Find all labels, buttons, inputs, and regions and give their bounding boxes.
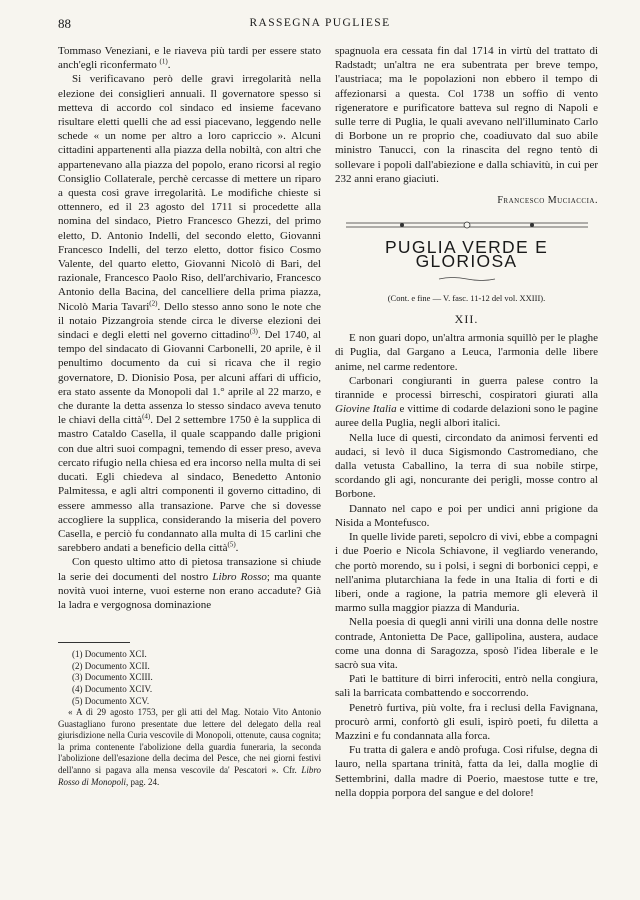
footnote: (4) Documento XCIV. <box>72 683 153 694</box>
footnote-rule <box>58 642 130 643</box>
paragraph: Carbonari congiuranti in guerra palese contro la tirannide e processi birreschi, cospiratori giurati alla Giovine Italia e vittime di codarde delazioni sono le pagine auree della Puglia, negli albori italici. <box>335 374 598 430</box>
author-signature: Francesco Muciaccia. <box>497 195 598 207</box>
chapter-number: XII. <box>454 312 479 327</box>
paragraph: Nella luce di questi, circondato da animosi ferventi ed audaci, si levò il duca Sigismondo Castromediano, che dalla vetusta Caballino, la terra di sua nobile stirpe, scordando gli agi, noncurante dei perigli, mosse contro al Borbone. <box>335 431 598 501</box>
paragraph: Con questo ultimo atto di pietosa transazione si chiude la serie dei documenti del nostro Libro Rosso; ma quante novità vuoi interne, vuoi esterne non erano accadute? Già la ladra e vergognosa dominazione <box>58 556 322 611</box>
footnotes <box>58 649 321 788</box>
flourish-icon <box>437 276 497 282</box>
continuation-note: (Cont. e fine — V. fasc. 11-12 del vol. XXIII). <box>387 292 546 303</box>
footnote: (2) Documento XCII. <box>72 660 150 671</box>
footnote-long: « A dì 29 agosto 1753, per gli atti del Mag. Notaio Vito Antonio Guastagliano furono presentate due lettere del delegato della real giurisdizione nella Curia vescovile di Monopoli, ottenute, causa cognita; la prima contenente l'abolizione della guardia funeraria, la seconda l'abolizione dell'esazione della decima del Pesce, che nei giorni festivi dell'anno si pagava alla mensa vescovile da' Pescatori ». Cfr. Libro Rosso di Monopoli, pag. 24. <box>58 707 321 787</box>
paragraph: Si verificavano però delle gravi irregolarità nella elezione dei consiglieri annuali. Il governatore spesso si metteva di accordo col sindaco ed insieme facevano risultare eletti quelli che ad essi piacevano, leggendo nelle schede « un nome per altro a loro capriccio ». Alcuni cittadini appartenenti alla piazza della nobiltà, con altri che appartenevano alla piazza del popolo, erano ricorsi al regio Consiglio Collaterale, perchè cercasse di mettere un riparo a questa così grave irregolarità. Le modifiche chieste si ottennero, ed il 23 agosto del 1711 si procedette alla nomina del sindaco, Pietro Francesco Ghezzi, del primo eletto, D. Antonio Indelli, del secondo eletto, Giovanni Francesco Indelli, del terzo eletto, dottor fisico Cosmo Valente, del quarto eletto, Giovanni Nicolò di Bari, del razionale, Francesco Paolo Riso, dell'archivario, Francesco Antonio della Bacina, del cancelliere della prima piazza, Nicolò Maria Tavari$^{(2)}$. Dello stesso anno sono le note che il notaio Pizzangroia stende circa le diverse elezioni dei sindaci e degli eletti nel governo cittadino$^{(3)}$. Del 1740, al tempo del sindacato di Giovanni Carbonelli, 20 aprile, è il penultimo documento da cui si ricava che il regio governatore, D. Dionisio Posa, per alcuni affari di ufficio, era stato assente da Monopoli dal 1.° aprile al 22 marzo, e che durante la detta assenza lo stesso sindaco aveva tenuto le chiavi della città$^{(4)}$. Del 2 settembre 1750 è la supplica di mastro Cataldo Casella, il quale scappando dalle prigioni con due altri suoi compagni, temendo di esser preso, aveva cercato rifugio nella chiesa ed era incorso nella multa di sei ducati. Egli chiedeva al sindaco, Benedetto Antonio Palmitessa, e agli altri componenti il governo cittadino, di essere ammesso alla transazione. Parve che si dovesse accogliere la supplica, considerando la miseria del povero Casella, e perciò fu condannato alla multa di 15 carlini che sarebbero andati a beneficio della città$^{(5)}$. <box>58 73 321 555</box>
footnote-ref: (3) <box>249 327 258 336</box>
footnote: (1) Documento XCI. <box>72 649 147 660</box>
paragraph: Patì le battiture di birri inferociti, entrò nella congiura, salì la barricata combattendo e soccorrendo. <box>335 673 598 700</box>
footnote: (3) Documento XCIII. <box>72 672 153 683</box>
footnote-ref: (5) <box>227 540 236 549</box>
section-divider <box>335 218 598 232</box>
left-column <box>58 44 321 788</box>
paragraph: Penetrò furtiva, più volte, fra i reclusi della Favignana, procurò armi, confortò gli esuli, ispirò poeti, fu diletta a Mazzini e fu condannata alla forca. <box>335 701 598 742</box>
paragraph: Dannato nel capo e poi per undici anni prigione da Nisida a Montefusco. <box>335 502 598 529</box>
page-number: 88 <box>58 16 71 31</box>
paragraph: Tommaso Veneziani, e le riaveva più tardi per essere stato anch'egli riconfermato $^{(1)}$. <box>58 45 321 72</box>
title-flourish <box>335 272 598 286</box>
divider-ornament-icon <box>342 218 592 232</box>
paragraph: In quelle livide pareti, sepolcro di vivi, ebbe a compagni i due Poerio e Nicola Schiavone, il vegliardo venerando, che portò morendo, su i polsi, i segni di borbonici ceppi, e nell'anima plutarchiana la fede in una Italia di forti e di liberi, onde a ragione, la patria memore gli eleverà il marmo sulla maggior piazza di Manduria. <box>335 531 598 615</box>
footnote: (5) Documento XCV. <box>72 695 150 706</box>
footnote-ref: (4) <box>142 412 151 421</box>
paragraph: E non guari dopo, un'altra armonia squillò per le plaghe di Puglia, dal Gargano a Leuca, l'armonia delle libere anime, nel carme redentore. <box>335 332 598 373</box>
paragraph: spagnuola era cessata fin dal 1714 in virtù del trattato di Radstadt; un'altra ne era subentrata per breve tempo, l'austriaca; ma le popolazioni non ebbero il tempo di affezionarsi a questa. Col 1738 un soffio di vento rigeneratore e purificatore batteva sul regno di Napoli e sulle terre di Puglia, le quali avevano nell'illuminato Carlo di Borbone un re proprio che, coadiuvato dal suo abile ministro Tanucci, con la rinascita del regno tentò di sollevare i popoli dall'abiezione e dalla schiavitù, in cui per 232 anni erano giaciuti. <box>335 45 598 185</box>
paragraph: Fu tratta di galera e andò profuga. Così rifulse, degna di lauro, nella spartana trinità, fatta da lei, dalla moglie di Settembrini, dalla madre di Poerio, maestose tutte e tre, nella doppia porpora del sangue e del dolore! <box>335 744 598 799</box>
running-title: RASSEGNA PUGLIESE <box>249 17 391 29</box>
footnote-ref: (1) <box>159 57 168 66</box>
article-title: PUGLIA VERDE E GLORIOSA <box>384 237 549 272</box>
footnote-ref: (2) <box>149 299 158 307</box>
paragraph: Nella poesia di quegli anni virili una donna delle nostre contrade, Antonietta De Pace, gallipolina, austera, audace come una donna di Saragozza, sposò l'idea liberale e le sacrò sua vita. <box>335 616 598 671</box>
right-column <box>335 44 598 800</box>
